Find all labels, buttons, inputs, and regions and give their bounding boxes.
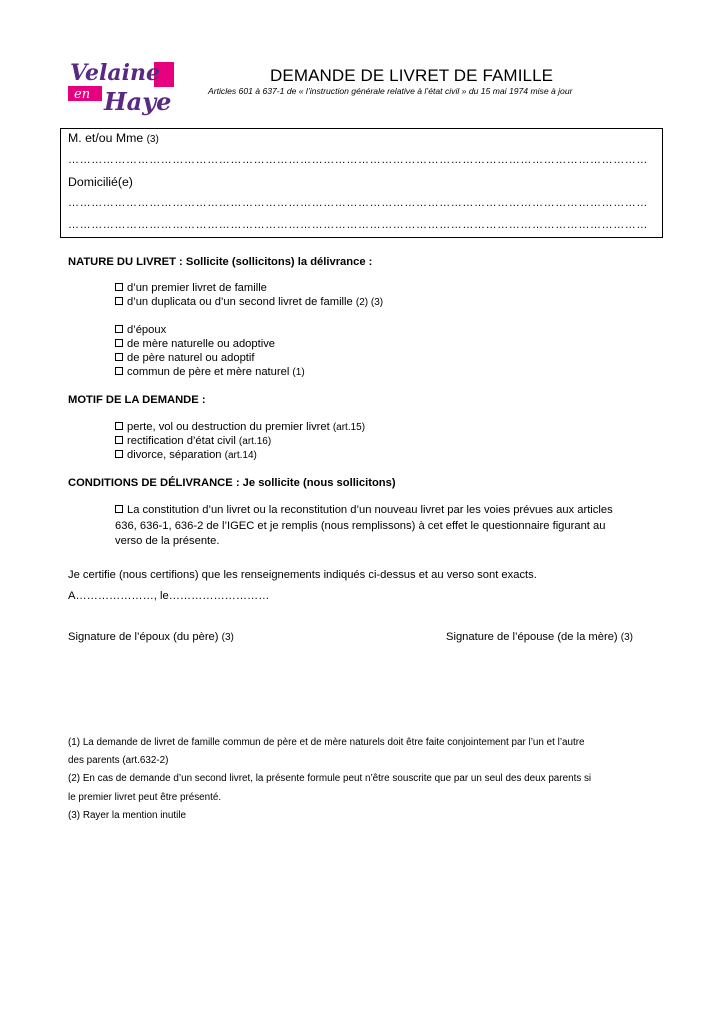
motif-heading: MOTIF DE LA DEMANDE : [68, 394, 206, 406]
logo-line3: Haye [104, 87, 172, 116]
option-label: perte, vol ou destruction du premier livret [127, 421, 330, 433]
logo-line1: Velaine [70, 60, 161, 86]
footnotes [68, 734, 668, 825]
footnote-line: (2) En cas de demande d’un second livret, la présente formule peut n’être souscrite que par un seul des deux parents si [68, 773, 592, 785]
checkbox[interactable] [115, 325, 123, 333]
signature-husband-label: Signature de l’époux (du père) [68, 631, 219, 643]
checkbox[interactable] [115, 436, 123, 444]
footnote-line: des parents (art.632-2) [68, 755, 169, 767]
option-note: (art.15) [332, 422, 366, 433]
certification-text: Je certifie (nous certifions) que les renseignements indiqués ci-dessus et au verso sont exacts. [68, 569, 537, 581]
logo-graphic [66, 54, 188, 120]
checkbox[interactable] [115, 353, 123, 361]
conditions-line-2: 636, 636-1, 636-2 de l’IGEC et je remplis (nous remplissons) à cet effet le questionnaire figurant au [115, 519, 606, 532]
page-subtitle: Articles 601 à 637-1 de « l’instruction générale relative à l’état civil » du 15 mai 1974 mise à jour [208, 86, 573, 96]
footnote-line: (1) La demande de livret de famille commun de père et de mère naturels doit être faite conjointement par l’un et l’autre [68, 737, 585, 748]
checkbox[interactable] [115, 339, 123, 347]
option-label: de père naturel ou adoptif [127, 352, 255, 364]
name-label: M. et/ou Mme [68, 131, 144, 145]
signature-wife[interactable] [446, 631, 633, 643]
footnote-line: le premier livret peut être présenté. [68, 791, 222, 803]
footnote-line: (3) Rayer la mention inutile [68, 809, 187, 821]
checkbox[interactable] [115, 450, 123, 458]
signature-husband[interactable] [68, 631, 234, 643]
page-title: DEMANDE DE LIVRET DE FAMILLE [270, 66, 554, 85]
nature-option-first[interactable] [115, 282, 267, 294]
nature-option-spouses[interactable] [115, 324, 166, 336]
municipality-logo [66, 54, 188, 120]
signature-wife-label: Signature de l’épouse (de la mère) [446, 631, 618, 643]
checkbox[interactable] [115, 297, 123, 305]
motif-option-divorce[interactable] [115, 449, 257, 461]
nature-option-common[interactable] [115, 366, 305, 378]
signature-husband-note: (3) [221, 632, 234, 643]
conditions-heading: CONDITIONS DE DÉLIVRANCE : Je sollicite (nous sollicitons) [68, 477, 396, 489]
conditions-line-1 [115, 503, 665, 519]
option-label: d’un duplicata ou d’un second livret de famille [127, 296, 353, 308]
nature-option-father[interactable] [115, 352, 255, 364]
option-label: d’époux [127, 324, 167, 336]
option-note: (art.16) [238, 436, 272, 447]
motif-option-loss[interactable] [115, 421, 365, 433]
checkbox[interactable] [115, 367, 123, 375]
option-label: d’un premier livret de famille [127, 282, 267, 294]
option-label: divorce, séparation [127, 449, 222, 461]
conditions-line-3: verso de la présente. [115, 535, 220, 548]
conditions-option[interactable] [115, 503, 665, 550]
domicile-label: Domicilié(e) [68, 175, 133, 189]
motif-option-rectification[interactable] [115, 435, 271, 447]
place-date-field[interactable]: A…………………, le……………………… [68, 590, 270, 602]
option-label: de mère naturelle ou adoptive [127, 338, 276, 350]
nature-option-duplicate[interactable] [115, 296, 383, 308]
option-note: (1) [292, 367, 305, 378]
name-note: (3) [146, 134, 159, 145]
nature-option-mother[interactable] [115, 338, 275, 350]
conditions-text-1: La constitution d’un livret ou la reconstitution d’un nouveau livret par les voies prévues aux articles [127, 504, 613, 516]
nature-heading: NATURE DU LIVRET : Sollicite (sollicitons) la délivrance : [68, 256, 373, 268]
option-note: (art.14) [224, 450, 257, 461]
option-note: (2) (3) [355, 297, 384, 308]
checkbox[interactable] [115, 283, 123, 291]
domicile-field-dots-1[interactable]: …………………………………………………………………………………………………………………………………… [68, 197, 648, 209]
checkbox[interactable] [115, 422, 123, 430]
domicile-field-dots-2[interactable]: …………………………………………………………………………………………………………………………………… [68, 219, 648, 231]
logo-line2: en [74, 87, 91, 102]
option-label: commun de père et mère naturel [127, 366, 290, 378]
name-field-label [68, 131, 159, 145]
name-field-dots[interactable]: …………………………………………………………………………………………………………………………………… [68, 154, 648, 166]
checkbox[interactable] [115, 505, 123, 513]
signature-wife-note: (3) [620, 632, 633, 643]
option-label: rectification d’état civil [127, 435, 236, 447]
